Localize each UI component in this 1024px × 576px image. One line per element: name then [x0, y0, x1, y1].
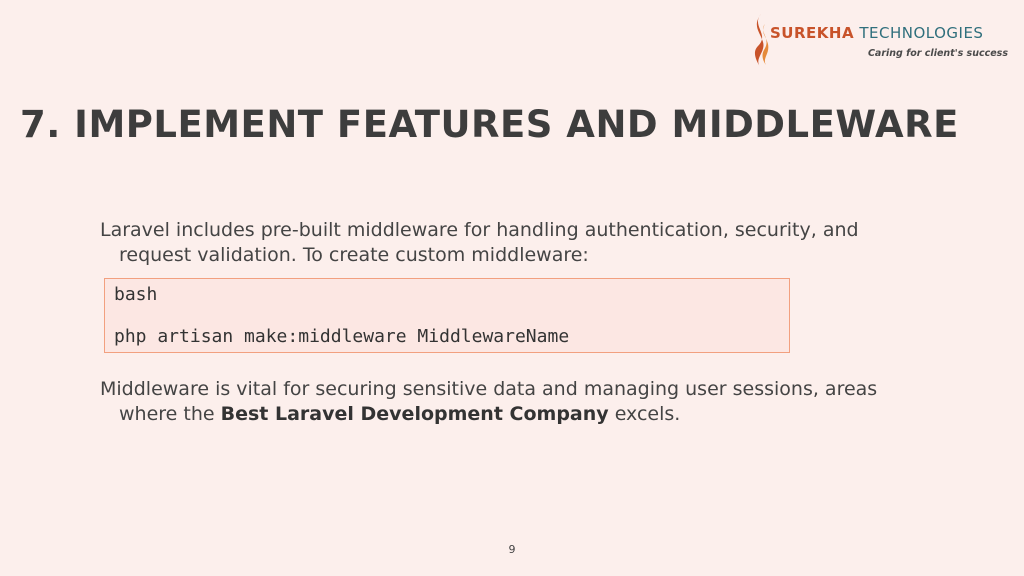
- code-block: [104, 278, 790, 353]
- company-name: [770, 24, 983, 42]
- company-name-part1: SUREKHA: [770, 24, 855, 42]
- company-logo: [748, 12, 1010, 70]
- company-name-part2: TECHNOLOGIES: [859, 24, 984, 42]
- intro-paragraph: Laravel includes pre-built middleware for handling authentication, security, and request validation. To create custom middleware:: [100, 219, 859, 266]
- closing-paragraph: [100, 377, 919, 427]
- company-tagline: Caring for client's success: [867, 48, 1008, 59]
- code-language-label: bash: [114, 284, 158, 305]
- slide-title: 7. IMPLEMENT FEATURES AND MIDDLEWARE: [20, 103, 959, 146]
- page-number: 9: [508, 543, 516, 556]
- closing-text-end: excels.: [608, 403, 681, 425]
- code-command: php artisan make:middleware MiddlewareName: [114, 326, 570, 347]
- highlight-company-name: Best Laravel Development Company: [220, 403, 609, 425]
- closing-text-start: Middleware is vital for securing sensitive data and managing user sessions, areas where the: [100, 378, 878, 425]
